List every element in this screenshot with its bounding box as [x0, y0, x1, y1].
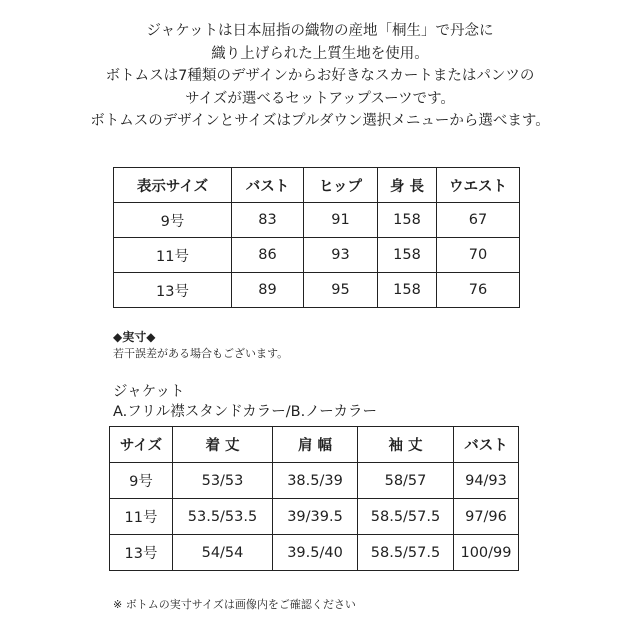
table-cell: 39/39.5 [273, 499, 358, 535]
jacket-subtitle: A.フリル襟スタンドカラー/B.ノーカラー [113, 404, 377, 420]
table-cell: 86 [232, 238, 304, 273]
table-header-row [110, 427, 519, 463]
table-cell: 91 [304, 203, 378, 238]
table-cell: 58.5/57.5 [358, 535, 454, 571]
intro-text [0, 20, 640, 133]
header-hip: ヒップ [304, 168, 378, 203]
table-cell: 70 [437, 238, 520, 273]
table-cell: 76 [437, 273, 520, 308]
table-cell: 158 [378, 238, 437, 273]
header-display-size: 表示サイズ [114, 168, 232, 203]
table-cell: 89 [232, 273, 304, 308]
table-cell: 13号 [114, 273, 232, 308]
table-row [110, 535, 519, 571]
table-cell: 100/99 [454, 535, 519, 571]
table-cell: 97/96 [454, 499, 519, 535]
jacket-title: ジャケット [113, 384, 185, 400]
table-cell: 13号 [110, 535, 173, 571]
table-cell: 93 [304, 238, 378, 273]
table-cell: 158 [378, 203, 437, 238]
intro-line: 織り上げられた上質生地を使用。 [211, 45, 429, 62]
table-row [110, 499, 519, 535]
table-cell: 9号 [114, 203, 232, 238]
table-row [114, 203, 520, 238]
table-cell: 11号 [110, 499, 173, 535]
table-cell: 11号 [114, 238, 232, 273]
intro-line: ジャケットは日本屈指の織物の産地「桐生」で丹念に [146, 23, 494, 39]
header-size: サイズ [110, 427, 173, 463]
table-cell: 9号 [110, 463, 173, 499]
note-title: ◆実寸◆ [113, 330, 156, 344]
table-cell: 67 [437, 203, 520, 238]
header-shoulder: 肩 幅 [273, 427, 358, 463]
table-row [114, 238, 520, 273]
header-waist: ウエスト [437, 168, 520, 203]
table-cell: 95 [304, 273, 378, 308]
measurement-note [113, 328, 613, 362]
note-text: 若干誤差がある場合もございます。 [113, 347, 289, 360]
table-cell: 39.5/40 [273, 535, 358, 571]
header-height: 身 長 [378, 168, 437, 203]
jacket-heading [113, 382, 377, 422]
footer-note: ※ ボトムの実寸サイズは画像内をご確認ください [113, 598, 356, 611]
table-header-row [114, 168, 520, 203]
size-chart-table [113, 167, 520, 308]
table-cell: 54/54 [173, 535, 273, 571]
jacket-measurement-table [109, 426, 519, 571]
header-length: 着 丈 [173, 427, 273, 463]
header-bust: バスト [454, 427, 519, 463]
header-sleeve: 袖 丈 [358, 427, 454, 463]
intro-line: サイズが選べるセットアップスーツです。 [185, 90, 455, 107]
table-row [114, 273, 520, 308]
table-row [110, 463, 519, 499]
table-cell: 58/57 [358, 463, 454, 499]
table-cell: 158 [378, 273, 437, 308]
header-bust: バスト [232, 168, 304, 203]
table-cell: 83 [232, 203, 304, 238]
table-cell: 38.5/39 [273, 463, 358, 499]
table-cell: 58.5/57.5 [358, 499, 454, 535]
intro-line: ボトムスのデザインとサイズはプルダウン選択メニューから選べます。 [90, 113, 550, 129]
intro-line: ボトムスは7種類のデザインからお好きなスカートまたはパンツの [105, 68, 535, 84]
table-cell: 53/53 [173, 463, 273, 499]
table-cell: 53.5/53.5 [173, 499, 273, 535]
table-cell: 94/93 [454, 463, 519, 499]
